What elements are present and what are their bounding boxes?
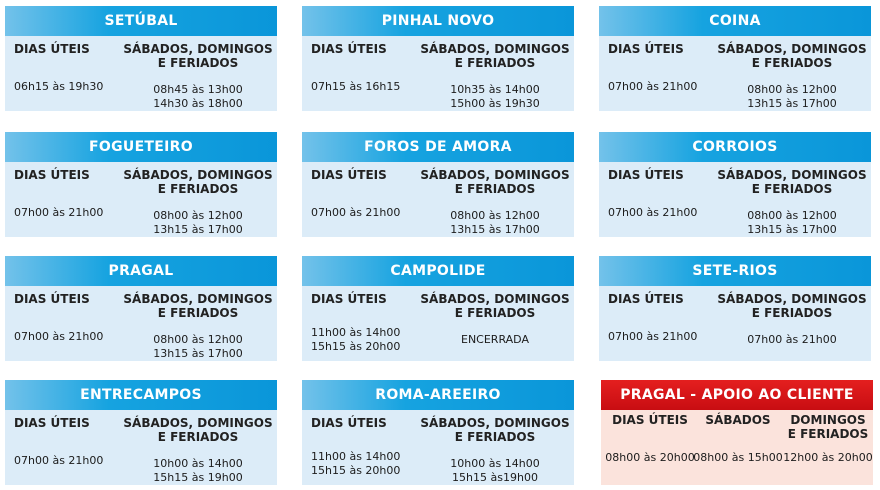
- weekend-label-line1: SÁBADOS, DOMINGOS: [123, 168, 273, 182]
- store-name: FOROS DE AMORA: [302, 132, 574, 162]
- weekend-label-line2: E FERIADOS: [454, 430, 536, 444]
- weekend-hours-line: 13h15 às 17h00: [153, 347, 243, 360]
- weekend-hours-line: 07h00 às 21h00: [747, 333, 837, 346]
- support-saturdays-hours: 08h00 às 15h00: [693, 451, 783, 464]
- weekdays-hours-line: 06h15 às 19h30: [14, 80, 104, 93]
- store-card: [5, 256, 277, 361]
- store-card: [302, 380, 574, 485]
- weekdays-hours-line: 11h00 às 14h00: [311, 450, 401, 463]
- weekdays-label: DIAS ÚTEIS: [14, 416, 90, 430]
- weekend-hours-line: 10h35 às 14h00: [450, 83, 540, 96]
- weekend-hours-line: 08h45 às 13h00: [153, 83, 243, 96]
- weekend-hours: [717, 83, 867, 111]
- weekdays-hours-line: 15h15 às 20h00: [311, 340, 401, 353]
- weekend-hours-line: 10h00 às 14h00: [450, 457, 540, 470]
- weekdays-hours: [608, 206, 713, 220]
- support-sundays-label: [783, 413, 873, 441]
- weekdays-label: DIAS ÚTEIS: [14, 168, 90, 182]
- weekend-label-line2: E FERIADOS: [751, 306, 833, 320]
- support-sundays-label-line2: E FERIADOS: [787, 427, 869, 441]
- weekend-hours-line: 08h00 às 12h00: [153, 333, 243, 346]
- weekdays-hours: [14, 206, 119, 220]
- weekend-label-line1: SÁBADOS, DOMINGOS: [420, 42, 570, 56]
- weekend-hours-line: 14h30 às 18h00: [153, 97, 243, 110]
- store-name: SETE-RIOS: [599, 256, 871, 286]
- weekend-label: [420, 292, 570, 320]
- weekend-label-line1: SÁBADOS, DOMINGOS: [717, 168, 867, 182]
- weekdays-hours: [14, 330, 119, 344]
- support-saturdays-label: SÁBADOS: [705, 413, 771, 427]
- weekdays-label: DIAS ÚTEIS: [608, 292, 684, 306]
- weekend-hours-line: 13h15 às 17h00: [747, 223, 837, 236]
- weekend-hours: [123, 457, 273, 485]
- weekend-hours: [717, 333, 867, 347]
- store-card: [599, 132, 871, 237]
- weekdays-hours-line: 07h00 às 21h00: [14, 330, 104, 343]
- weekend-label: [717, 292, 867, 320]
- store-name: CAMPOLIDE: [302, 256, 574, 286]
- weekend-hours-line: ENCERRADA: [461, 333, 529, 346]
- weekend-label-line2: E FERIADOS: [157, 56, 239, 70]
- weekdays-label: DIAS ÚTEIS: [608, 168, 684, 182]
- weekend-label: [420, 42, 570, 70]
- weekend-hours-line: 15h15 às19h00: [452, 471, 538, 484]
- weekend-label: [717, 168, 867, 196]
- weekend-hours: [123, 83, 273, 111]
- weekend-label: [717, 42, 867, 70]
- weekend-hours: [420, 83, 570, 111]
- weekend-hours-line: 13h15 às 17h00: [747, 97, 837, 110]
- weekend-label: [123, 42, 273, 70]
- weekdays-hours: [608, 80, 713, 94]
- weekend-label-line2: E FERIADOS: [454, 56, 536, 70]
- store-card: [302, 6, 574, 111]
- weekend-hours: [717, 209, 867, 237]
- weekend-label-line2: E FERIADOS: [454, 182, 536, 196]
- weekdays-hours: [608, 330, 713, 344]
- store-card: [599, 6, 871, 111]
- weekend-label-line1: SÁBADOS, DOMINGOS: [123, 42, 273, 56]
- weekend-label: [123, 168, 273, 196]
- weekend-hours-line: 15h15 às 19h00: [153, 471, 243, 484]
- weekend-label: [123, 292, 273, 320]
- weekdays-hours: [311, 80, 416, 94]
- weekend-label-line1: SÁBADOS, DOMINGOS: [717, 292, 867, 306]
- weekend-label-line1: SÁBADOS, DOMINGOS: [717, 42, 867, 56]
- weekend-label-line2: E FERIADOS: [751, 56, 833, 70]
- store-card: [302, 256, 574, 361]
- weekdays-label: DIAS ÚTEIS: [14, 42, 90, 56]
- weekdays-hours-line: 11h00 às 14h00: [311, 326, 401, 339]
- store-card: [5, 380, 277, 485]
- weekdays-hours-line: 07h00 às 21h00: [608, 330, 698, 343]
- weekdays-label: DIAS ÚTEIS: [311, 292, 387, 306]
- support-weekdays-label: DIAS ÚTEIS: [612, 413, 688, 427]
- store-card: [5, 132, 277, 237]
- weekdays-hours-line: 07h00 às 21h00: [311, 206, 401, 219]
- weekdays-hours: [14, 80, 119, 94]
- store-name: ROMA-AREEIRO: [302, 380, 574, 410]
- weekend-label: [420, 168, 570, 196]
- weekdays-hours-line: 15h15 às 20h00: [311, 464, 401, 477]
- weekdays-label: DIAS ÚTEIS: [311, 416, 387, 430]
- weekend-hours-line: 10h00 às 14h00: [153, 457, 243, 470]
- store-name: PRAGAL: [5, 256, 277, 286]
- weekend-label-line2: E FERIADOS: [751, 182, 833, 196]
- weekend-hours: [123, 333, 273, 361]
- weekend-hours: [123, 209, 273, 237]
- weekdays-hours: [311, 206, 416, 220]
- weekend-hours-line: 13h15 às 17h00: [450, 223, 540, 236]
- store-name: SETÚBAL: [5, 6, 277, 36]
- support-card-title: PRAGAL - APOIO AO CLIENTE: [601, 380, 873, 410]
- weekend-label: [123, 416, 273, 444]
- weekdays-hours-line: 07h00 às 21h00: [14, 454, 104, 467]
- weekdays-hours-line: 07h15 às 16h15: [311, 80, 401, 93]
- support-weekdays-hours: 08h00 às 20h00: [605, 451, 695, 464]
- store-name: COINA: [599, 6, 871, 36]
- weekend-label-line1: SÁBADOS, DOMINGOS: [123, 292, 273, 306]
- weekdays-hours-line: 07h00 às 21h00: [608, 80, 698, 93]
- weekend-label-line2: E FERIADOS: [157, 182, 239, 196]
- support-sundays-hours: 12h00 às 20h00: [783, 451, 873, 464]
- store-card: [302, 132, 574, 237]
- weekend-hours-line: 08h00 às 12h00: [450, 209, 540, 222]
- weekend-hours-line: 13h15 às 17h00: [153, 223, 243, 236]
- weekdays-hours: [311, 326, 416, 354]
- store-name: ENTRECAMPOS: [5, 380, 277, 410]
- weekdays-label: DIAS ÚTEIS: [608, 42, 684, 56]
- store-card: [5, 6, 277, 111]
- weekend-label-line2: E FERIADOS: [157, 306, 239, 320]
- store-name: PINHAL NOVO: [302, 6, 574, 36]
- weekdays-label: DIAS ÚTEIS: [311, 168, 387, 182]
- weekend-label-line2: E FERIADOS: [454, 306, 536, 320]
- weekend-hours-line: 08h00 às 12h00: [747, 209, 837, 222]
- support-sundays-label-line1: DOMINGOS: [790, 413, 866, 427]
- store-card: [599, 256, 871, 361]
- store-name: FOGUETEIRO: [5, 132, 277, 162]
- weekend-hours: [420, 209, 570, 237]
- weekend-label-line1: SÁBADOS, DOMINGOS: [420, 416, 570, 430]
- weekend-hours-line: 08h00 às 12h00: [747, 83, 837, 96]
- weekend-hours: [420, 333, 570, 347]
- weekend-label-line1: SÁBADOS, DOMINGOS: [420, 292, 570, 306]
- weekend-label-line1: SÁBADOS, DOMINGOS: [123, 416, 273, 430]
- weekend-hours: [420, 457, 570, 485]
- weekdays-label: DIAS ÚTEIS: [311, 42, 387, 56]
- store-name: CORROIOS: [599, 132, 871, 162]
- weekend-label: [420, 416, 570, 444]
- weekdays-label: DIAS ÚTEIS: [14, 292, 90, 306]
- weekdays-hours-line: 07h00 às 21h00: [14, 206, 104, 219]
- weekend-hours-line: 15h00 às 19h30: [450, 97, 540, 110]
- weekend-label-line1: SÁBADOS, DOMINGOS: [420, 168, 570, 182]
- weekend-label-line2: E FERIADOS: [157, 430, 239, 444]
- weekend-hours-line: 08h00 às 12h00: [153, 209, 243, 222]
- weekdays-hours-line: 07h00 às 21h00: [608, 206, 698, 219]
- weekdays-hours: [14, 454, 119, 468]
- weekdays-hours: [311, 450, 416, 478]
- customer-support-card: [601, 380, 873, 485]
